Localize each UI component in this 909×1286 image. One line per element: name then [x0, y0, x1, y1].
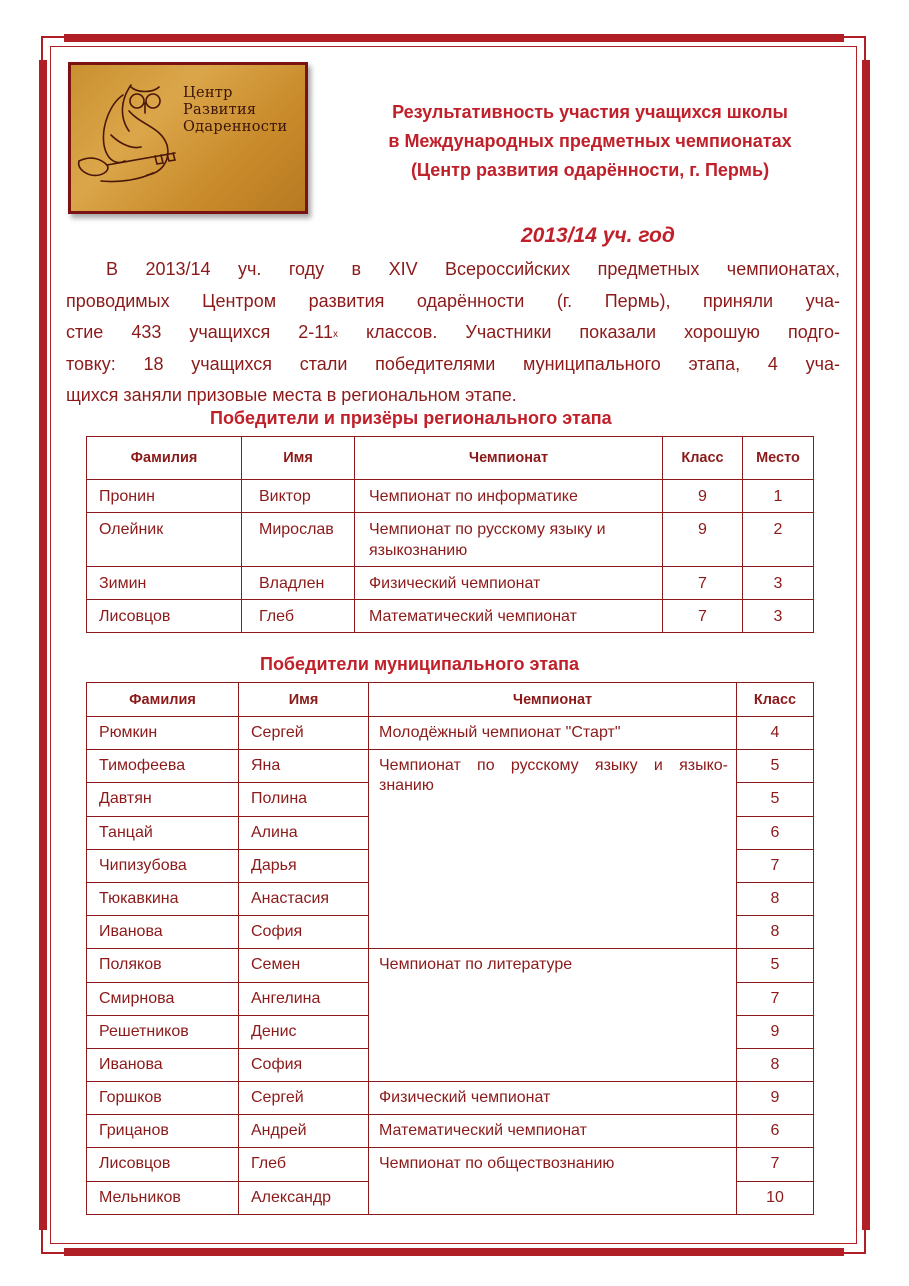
table-row: [87, 480, 814, 513]
logo-line1: Центр: [183, 85, 233, 101]
cell-surname: Смирнова: [87, 982, 239, 1015]
intro-paragraph: [66, 254, 840, 412]
cell-surname: Поляков: [87, 949, 239, 982]
cell-name: Сергей: [239, 1082, 369, 1115]
logo-text: [183, 85, 288, 136]
cell-surname: Лисовцов: [87, 1148, 239, 1181]
table-row: [87, 600, 814, 633]
regional-table: [86, 436, 814, 633]
intro-line3: [66, 317, 840, 349]
frame-bar-right: [862, 60, 870, 1230]
cell-surname: Мельников: [87, 1181, 239, 1214]
cell-champ: Чемпионат по литературе: [369, 949, 737, 1082]
intro-line3-sup: х: [332, 329, 338, 340]
cell-grade: 7: [663, 567, 743, 600]
cell-grade: 5: [737, 750, 814, 783]
col-header-name: Имя: [242, 437, 355, 480]
col-header-grade: Класс: [663, 437, 743, 480]
page-title: [320, 98, 860, 185]
cell-place: 1: [743, 480, 814, 513]
cell-surname: Олейник: [87, 513, 242, 567]
table-row: [87, 513, 814, 567]
cell-champ: Физический чемпионат: [355, 567, 663, 600]
col-header-champ: Чемпионат: [355, 437, 663, 480]
cell-champ: Чемпионат по информатике: [355, 480, 663, 513]
cell-surname: Пронин: [87, 480, 242, 513]
school-year: 2013/14 уч. год: [521, 224, 675, 247]
logo-line3: Одаренности: [183, 119, 288, 135]
cell-grade: 7: [737, 982, 814, 1015]
intro-line2: проводимых Центром развития одарённости (г. Пермь), приняли уча-: [66, 290, 840, 311]
cell-name: Алина: [239, 816, 369, 849]
regional-title: Победители и призёры регионального этапа: [210, 408, 612, 428]
table-row: [87, 1115, 814, 1148]
cell-name: Виктор: [242, 480, 355, 513]
cell-name: Глеб: [239, 1148, 369, 1181]
cell-champ: Молодёжный чемпионат "Старт": [369, 717, 737, 750]
cell-name: Ангелина: [239, 982, 369, 1015]
cell-name: Сергей: [239, 717, 369, 750]
cell-place: 2: [743, 513, 814, 567]
cell-surname: Давтян: [87, 783, 239, 816]
table-row: [87, 750, 814, 783]
logo-line2: Развития: [183, 102, 257, 118]
cell-name: Глеб: [242, 600, 355, 633]
intro-line1: В 2013/14 уч. году в XIV Всероссийских предметных чемпионатах,: [106, 259, 840, 279]
cell-grade: 5: [737, 949, 814, 982]
cell-grade: 7: [737, 849, 814, 882]
cell-name: София: [239, 916, 369, 949]
table-row: [87, 717, 814, 750]
cell-grade: 8: [737, 916, 814, 949]
col-header-grade: Класс: [737, 683, 814, 717]
intro-line4: товку: 18 учащихся стали победителями муниципального этапа, 4 уча-: [66, 353, 840, 374]
cell-grade: 5: [737, 783, 814, 816]
table-header-row: [87, 683, 814, 717]
cell-surname: Рюмкин: [87, 717, 239, 750]
title-line3: (Центр развития одарённости, г. Пермь): [410, 160, 770, 180]
cell-name: Полина: [239, 783, 369, 816]
cell-grade: 7: [663, 600, 743, 633]
cell-name: Андрей: [239, 1115, 369, 1148]
cell-grade: 10: [737, 1181, 814, 1214]
col-header-champ: Чемпионат: [369, 683, 737, 717]
municipal-title: Победители муниципального этапа: [260, 654, 579, 674]
cell-champ: Математический чемпионат: [355, 600, 663, 633]
champ-russian-line2: знанию: [379, 777, 434, 795]
frame-bar-left: [39, 60, 47, 1230]
cell-grade: 9: [737, 1015, 814, 1048]
cell-surname: Танцай: [87, 816, 239, 849]
cell-surname: Зимин: [87, 567, 242, 600]
cell-name: Дарья: [239, 849, 369, 882]
cell-name: Анастасия: [239, 882, 369, 915]
cell-name: Владлен: [242, 567, 355, 600]
cell-place: 3: [743, 567, 814, 600]
cell-grade: 8: [737, 882, 814, 915]
logo: [68, 62, 308, 214]
table-row: [87, 567, 814, 600]
cell-surname: Тюкавкина: [87, 882, 239, 915]
cell-grade: 6: [737, 816, 814, 849]
cell-grade: 9: [737, 1082, 814, 1115]
cell-surname: Грицанов: [87, 1115, 239, 1148]
cell-surname: Чипизубова: [87, 849, 239, 882]
cell-place: 3: [743, 600, 814, 633]
cell-grade: 7: [737, 1148, 814, 1181]
table-row: [87, 949, 814, 982]
cell-surname: Горшков: [87, 1082, 239, 1115]
table-header-row: [87, 437, 814, 480]
col-header-surname: Фамилия: [87, 437, 242, 480]
cell-name: Александр: [239, 1181, 369, 1214]
title-line2: в Международных предметных чемпионатах: [388, 131, 792, 151]
cell-champ: Физический чемпионат: [369, 1082, 737, 1115]
cell-grade: 9: [663, 513, 743, 567]
intro-line3-a: стие 433 учащихся 2-11: [66, 322, 333, 342]
intro-line3-b: классов. Участники показали хорошую подго-: [337, 322, 840, 342]
cell-surname: Решетников: [87, 1015, 239, 1048]
cell-champ: Математический чемпионат: [369, 1115, 737, 1148]
frame-bar-top: [64, 34, 844, 42]
col-header-surname: Фамилия: [87, 683, 239, 717]
table-row: [87, 1148, 814, 1181]
cell-surname: Иванова: [87, 1048, 239, 1081]
title-line1: Результативность участия учащихся школы: [392, 102, 788, 122]
col-header-name: Имя: [239, 683, 369, 717]
municipal-table: [86, 682, 814, 1215]
cell-name: Денис: [239, 1015, 369, 1048]
cell-grade: 9: [663, 480, 743, 513]
champ-russian-line1: Чемпионат по русскому языку и языко-: [379, 757, 728, 775]
cell-grade: 8: [737, 1048, 814, 1081]
cell-name: Яна: [239, 750, 369, 783]
cell-surname: Тимофеева: [87, 750, 239, 783]
frame-bar-bottom: [64, 1248, 844, 1256]
cell-champ: [369, 750, 737, 949]
cell-name: София: [239, 1048, 369, 1081]
cell-surname: Иванова: [87, 916, 239, 949]
cell-champ: Чемпионат по обществознанию: [369, 1148, 737, 1214]
cell-name: Семен: [239, 949, 369, 982]
cell-champ: Чемпионат по русскому языку и языкознанию: [355, 513, 663, 567]
table-row: [87, 1082, 814, 1115]
cell-surname: Лисовцов: [87, 600, 242, 633]
col-header-place: Место: [743, 437, 814, 480]
cell-grade: 6: [737, 1115, 814, 1148]
cell-name: Мирослав: [242, 513, 355, 567]
intro-line5: щихся заняли призовые места в региональном этапе.: [66, 385, 517, 405]
cell-grade: 4: [737, 717, 814, 750]
